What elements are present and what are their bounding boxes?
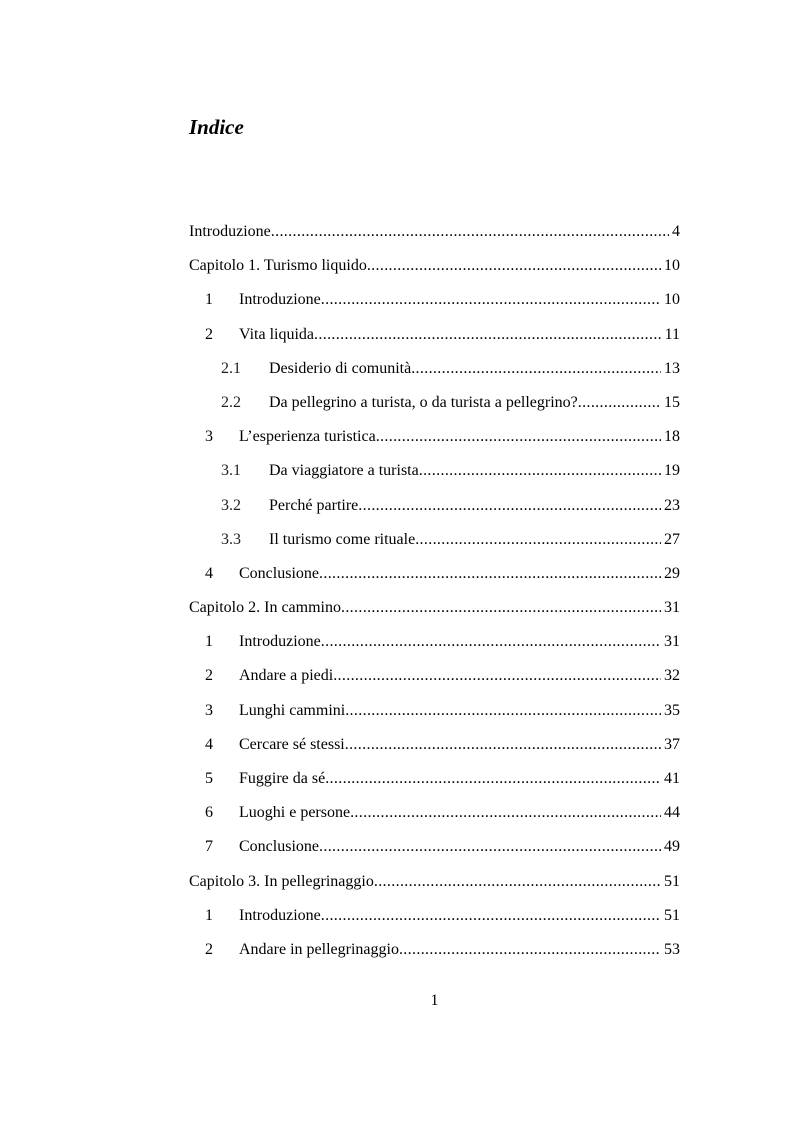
- toc-entry-page: 29: [664, 564, 680, 582]
- toc-entry-page: 53: [664, 940, 680, 958]
- toc-entry-page: 32: [664, 667, 680, 685]
- dot-leader: [321, 283, 661, 317]
- toc-entry-title: Introduzione: [239, 291, 321, 309]
- toc-entry-title: Introduzione: [239, 906, 321, 924]
- page-title: Indice: [189, 115, 244, 139]
- dot-leader: [333, 659, 661, 693]
- toc-entry-number: 2: [205, 940, 213, 958]
- toc-entry: [189, 591, 680, 625]
- toc-entry-number: 5: [205, 770, 213, 787]
- toc-entry-page: 51: [664, 872, 680, 890]
- dot-leader: [314, 318, 662, 352]
- toc-entry: [189, 728, 680, 762]
- toc-entry-page: 37: [664, 735, 680, 753]
- toc-entry: [189, 625, 680, 659]
- toc-entry-number: 4: [205, 735, 213, 753]
- toc-entry-page: 11: [664, 325, 680, 343]
- table-of-contents: [189, 215, 680, 967]
- dot-leader: [411, 352, 661, 386]
- dot-leader: [350, 796, 661, 830]
- toc-entry: [189, 352, 680, 386]
- toc-entry-number: 2: [205, 667, 213, 685]
- dot-leader: [321, 625, 661, 659]
- dot-leader: [345, 728, 661, 762]
- dot-leader: [319, 830, 661, 864]
- toc-entry-page: 19: [664, 462, 680, 480]
- dot-leader: [415, 523, 661, 557]
- dot-leader: [345, 694, 661, 728]
- toc-entry-title: Luoghi e persone: [239, 804, 351, 822]
- toc-entry: [189, 762, 680, 796]
- toc-entry-number: 1: [205, 906, 213, 924]
- toc-entry-title: Conclusione: [239, 838, 319, 856]
- toc-entry-page: 10: [664, 291, 680, 309]
- toc-entry: [189, 420, 680, 454]
- toc-entry-title: Andare in pellegrinaggio: [239, 940, 399, 958]
- toc-entry-number: 2.2: [221, 393, 241, 411]
- dot-leader: [578, 386, 661, 420]
- toc-entry-page: 13: [664, 359, 680, 377]
- dot-leader: [374, 865, 661, 899]
- toc-entry-page: 4: [672, 223, 680, 240]
- toc-entry-page: 23: [664, 496, 680, 514]
- dot-leader: [271, 215, 669, 249]
- toc-entry: [189, 933, 680, 967]
- toc-entry-number: 3.3: [221, 530, 241, 548]
- toc-entry-title: Da viaggiatore a turista: [269, 462, 419, 480]
- toc-entry-number: 7: [205, 838, 213, 856]
- toc-entry-title: Introduzione: [189, 223, 271, 240]
- toc-entry: [189, 283, 680, 317]
- toc-entry-page: 49: [664, 838, 680, 856]
- toc-entry: [189, 386, 680, 420]
- toc-entry: [189, 454, 680, 488]
- toc-entry: [189, 215, 680, 249]
- toc-entry-title: L’esperienza turistica: [239, 428, 376, 446]
- page-number: 1: [430, 992, 439, 1009]
- toc-entry-title: Fuggire da sé: [239, 770, 326, 787]
- toc-entry: [189, 523, 680, 557]
- dot-leader: [319, 557, 661, 591]
- toc-entry-title: Lunghi cammini: [239, 701, 346, 719]
- toc-entry-number: 1: [205, 633, 213, 651]
- toc-entry-page: 31: [664, 599, 680, 617]
- toc-entry-page: 10: [664, 257, 680, 275]
- toc-entry-number: 3.2: [221, 496, 241, 514]
- dot-leader: [376, 420, 661, 454]
- toc-entry-title: Andare a piedi: [239, 667, 334, 685]
- toc-entry: [189, 899, 680, 933]
- toc-entry-number: 2: [205, 325, 213, 343]
- toc-entry-page: 31: [664, 633, 680, 651]
- dot-leader: [399, 933, 661, 967]
- dot-leader: [367, 249, 661, 283]
- toc-entry-title: Perché partire: [269, 496, 359, 514]
- toc-entry-title: Capitolo 1. Turismo liquido: [189, 257, 367, 275]
- toc-entry-page: 51: [664, 906, 680, 924]
- toc-entry-title: Da pellegrino a turista, o da turista a pellegrino?: [269, 393, 578, 411]
- toc-entry-number: 3: [205, 428, 213, 446]
- toc-entry-page: 41: [664, 770, 680, 787]
- toc-entry: [189, 830, 680, 864]
- toc-entry-page: 35: [664, 701, 680, 719]
- toc-entry-title: Desiderio di comunità: [269, 359, 412, 377]
- toc-entry-number: 4: [205, 564, 213, 582]
- toc-entry-title: Capitolo 2. In cammino: [189, 599, 341, 617]
- toc-entry: [189, 659, 680, 693]
- toc-entry: [189, 318, 680, 352]
- toc-entry-number: 6: [205, 804, 213, 822]
- toc-entry-page: 44: [664, 804, 680, 822]
- toc-entry: [189, 865, 680, 899]
- toc-entry-page: 15: [664, 393, 680, 411]
- toc-entry-number: 1: [205, 291, 213, 309]
- toc-entry: [189, 249, 680, 283]
- toc-entry-number: 3: [205, 701, 213, 719]
- toc-entry-title: Vita liquida: [239, 325, 315, 343]
- toc-entry-page: 18: [664, 428, 680, 446]
- toc-entry: [189, 557, 680, 591]
- toc-entry-page: 27: [664, 530, 680, 548]
- toc-entry: [189, 694, 680, 728]
- toc-entry-title: Introduzione: [239, 633, 321, 651]
- dot-leader: [419, 454, 661, 488]
- toc-entry-title: Il turismo come rituale: [269, 530, 416, 548]
- dot-leader: [325, 762, 661, 796]
- toc-entry-title: Capitolo 3. In pellegrinaggio: [189, 872, 374, 890]
- toc-entry-number: 3.1: [221, 462, 241, 480]
- dot-leader: [321, 899, 661, 933]
- toc-entry-number: 2.1: [221, 359, 241, 377]
- toc-entry: [189, 489, 680, 523]
- toc-entry-title: Conclusione: [239, 564, 319, 582]
- toc-entry: [189, 796, 680, 830]
- dot-leader: [341, 591, 661, 625]
- toc-entry-title: Cercare sé stessi: [239, 735, 345, 753]
- dot-leader: [358, 489, 661, 523]
